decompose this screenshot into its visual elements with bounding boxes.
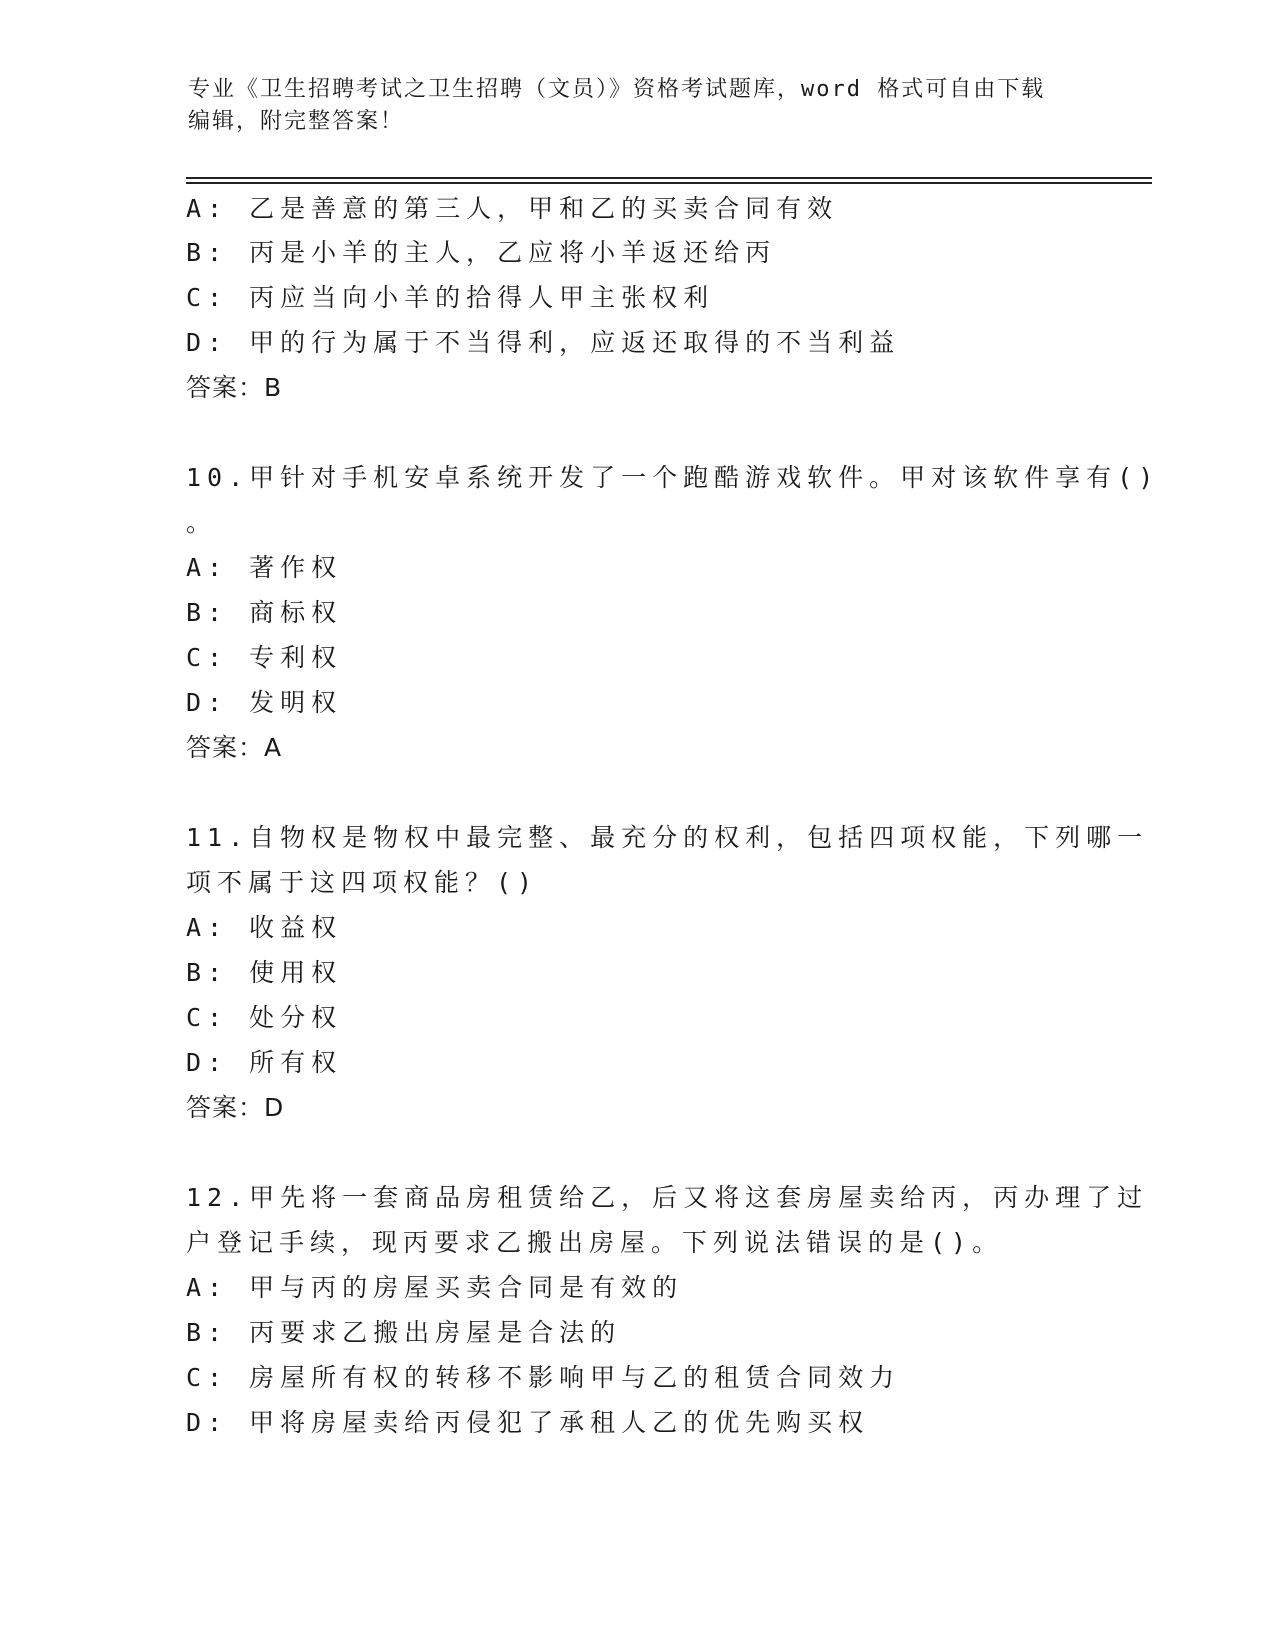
q10-option-c: C: 专利权 [186, 643, 343, 672]
q12-stem-line-1: 12.甲先将一套商品房租赁给乙，后又将这套房屋卖给丙，丙办理了过 [186, 1183, 1149, 1212]
q11-option-b: B: 使用权 [186, 958, 343, 987]
q12-option-a: A: 甲与丙的房屋买卖合同是有效的 [186, 1273, 684, 1302]
q9-option-d: D: 甲的行为属于不当得利，应返还取得的不当利益 [186, 328, 901, 357]
header-line-1: 专业《卫生招聘考试之卫生招聘（文员）》资格考试题库，word 格式可自由下载 [188, 77, 1046, 102]
q11-answer: 答案：D [186, 1093, 285, 1122]
q11-option-a: A: 收益权 [186, 913, 343, 942]
q9-option-b: B: 丙是小羊的主人，乙应将小羊返还给丙 [186, 238, 777, 267]
q11-option-d: D: 所有权 [186, 1048, 343, 1077]
header-line-2: 编辑，附完整答案！ [188, 109, 405, 134]
q10-option-a: A: 著作权 [186, 553, 343, 582]
q10-answer: 答案：A [186, 733, 283, 762]
q11-option-c: C: 处分权 [186, 1003, 343, 1032]
q10-option-d: D: 发明权 [186, 688, 343, 717]
q10-stem-line-1: 10.甲针对手机安卓系统开发了一个跑酷游戏软件。甲对该软件享有() [186, 463, 1160, 492]
q12-stem-line-2: 户登记手续，现丙要求乙搬出房屋。下列说法错误的是()。 [186, 1228, 1004, 1257]
q9-option-a: A: 乙是善意的第三人，甲和乙的买卖合同有效 [186, 194, 839, 223]
q9-option-c: C: 丙应当向小羊的拾得人甲主张权利 [186, 283, 715, 312]
q10-stem-line-2: 。 [186, 508, 218, 537]
q12-option-b: B: 丙要求乙搬出房屋是合法的 [186, 1318, 622, 1347]
header-rule-bottom [186, 182, 1152, 184]
q12-option-d: D: 甲将房屋卖给丙侵犯了承租人乙的优先购买权 [186, 1408, 870, 1437]
q12-option-c: C: 房屋所有权的转移不影响甲与乙的租赁合同效力 [186, 1363, 901, 1392]
q11-stem-line-1: 11.自物权是物权中最完整、最充分的权利，包括四项权能，下列哪一 [186, 823, 1149, 852]
q11-stem-line-2: 项不属于这四项权能？() [186, 868, 539, 897]
q9-answer: 答案：B [186, 373, 283, 402]
q10-option-b: B: 商标权 [186, 598, 343, 627]
header-rule-top [186, 177, 1152, 179]
document-header [188, 74, 1088, 138]
